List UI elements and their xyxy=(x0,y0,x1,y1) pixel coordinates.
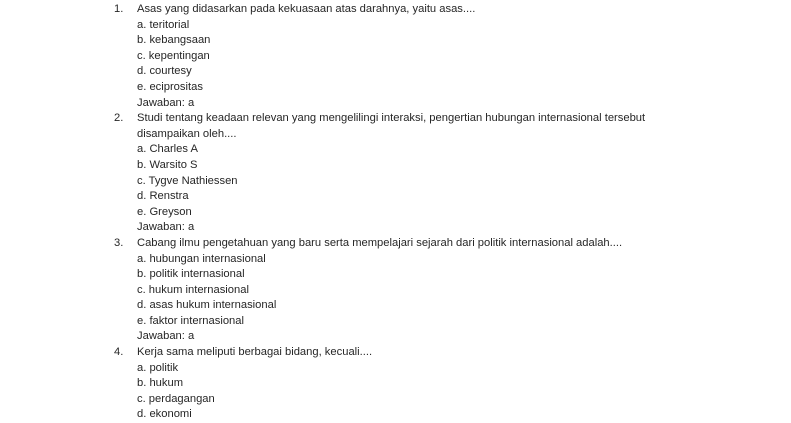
answer-option: d. Renstra xyxy=(137,190,189,203)
answer-option: d. courtesy xyxy=(137,65,192,78)
answer-option: b. hukum xyxy=(137,377,184,390)
answer-option: c. hukum internasional xyxy=(137,283,249,296)
answer-option: c. Tygve Nathiessen xyxy=(137,174,238,187)
answer-option: d. asas hukum internasional xyxy=(137,299,277,312)
answer-option: b. kebangsaan xyxy=(137,34,211,47)
question-item xyxy=(0,2,791,111)
answer-key: Jawaban: a xyxy=(137,221,195,234)
answer-option: a. teritorial xyxy=(137,18,190,31)
question-text: Kerja sama meliputi berbagai bidang, kecuali.... xyxy=(137,346,373,359)
question-number: 2. xyxy=(114,112,124,125)
question-item xyxy=(0,345,791,423)
answer-option: a. hubungan internasional xyxy=(137,252,266,265)
answer-option: b. politik internasional xyxy=(137,268,245,281)
answer-option: d. ekonomi xyxy=(137,408,192,421)
answer-option: e. Greyson xyxy=(137,205,192,218)
answer-option: e. faktor internasional xyxy=(137,314,244,327)
answer-option: c. kepentingan xyxy=(137,49,210,62)
question-text: Cabang ilmu pengetahuan yang baru serta mempelajari sejarah dari politik internasional adalah.... xyxy=(137,236,623,249)
answer-option: e. eciprositas xyxy=(137,80,203,93)
question-number: 3. xyxy=(114,236,124,249)
question-text: Asas yang didasarkan pada kekuasaan atas darahnya, yaitu asas.... xyxy=(137,3,476,15)
answer-option: a. politik xyxy=(137,361,179,374)
question-item xyxy=(0,236,791,345)
answer-key: Jawaban: a xyxy=(137,330,195,343)
question-text: Studi tentang keadaan relevan yang mengelilingi interaksi, pengertian hubungan internasional tersebut disampaikan oleh.... xyxy=(137,112,646,140)
answer-option: a. Charles A xyxy=(137,143,198,156)
answer-option: b. Warsito S xyxy=(137,158,198,171)
question-number: 4. xyxy=(114,346,124,359)
question-item xyxy=(0,111,791,236)
answer-option: c. perdagangan xyxy=(137,392,215,405)
question-number: 1. xyxy=(114,3,124,15)
answer-key: Jawaban: a xyxy=(137,96,195,109)
document-page xyxy=(0,2,791,423)
